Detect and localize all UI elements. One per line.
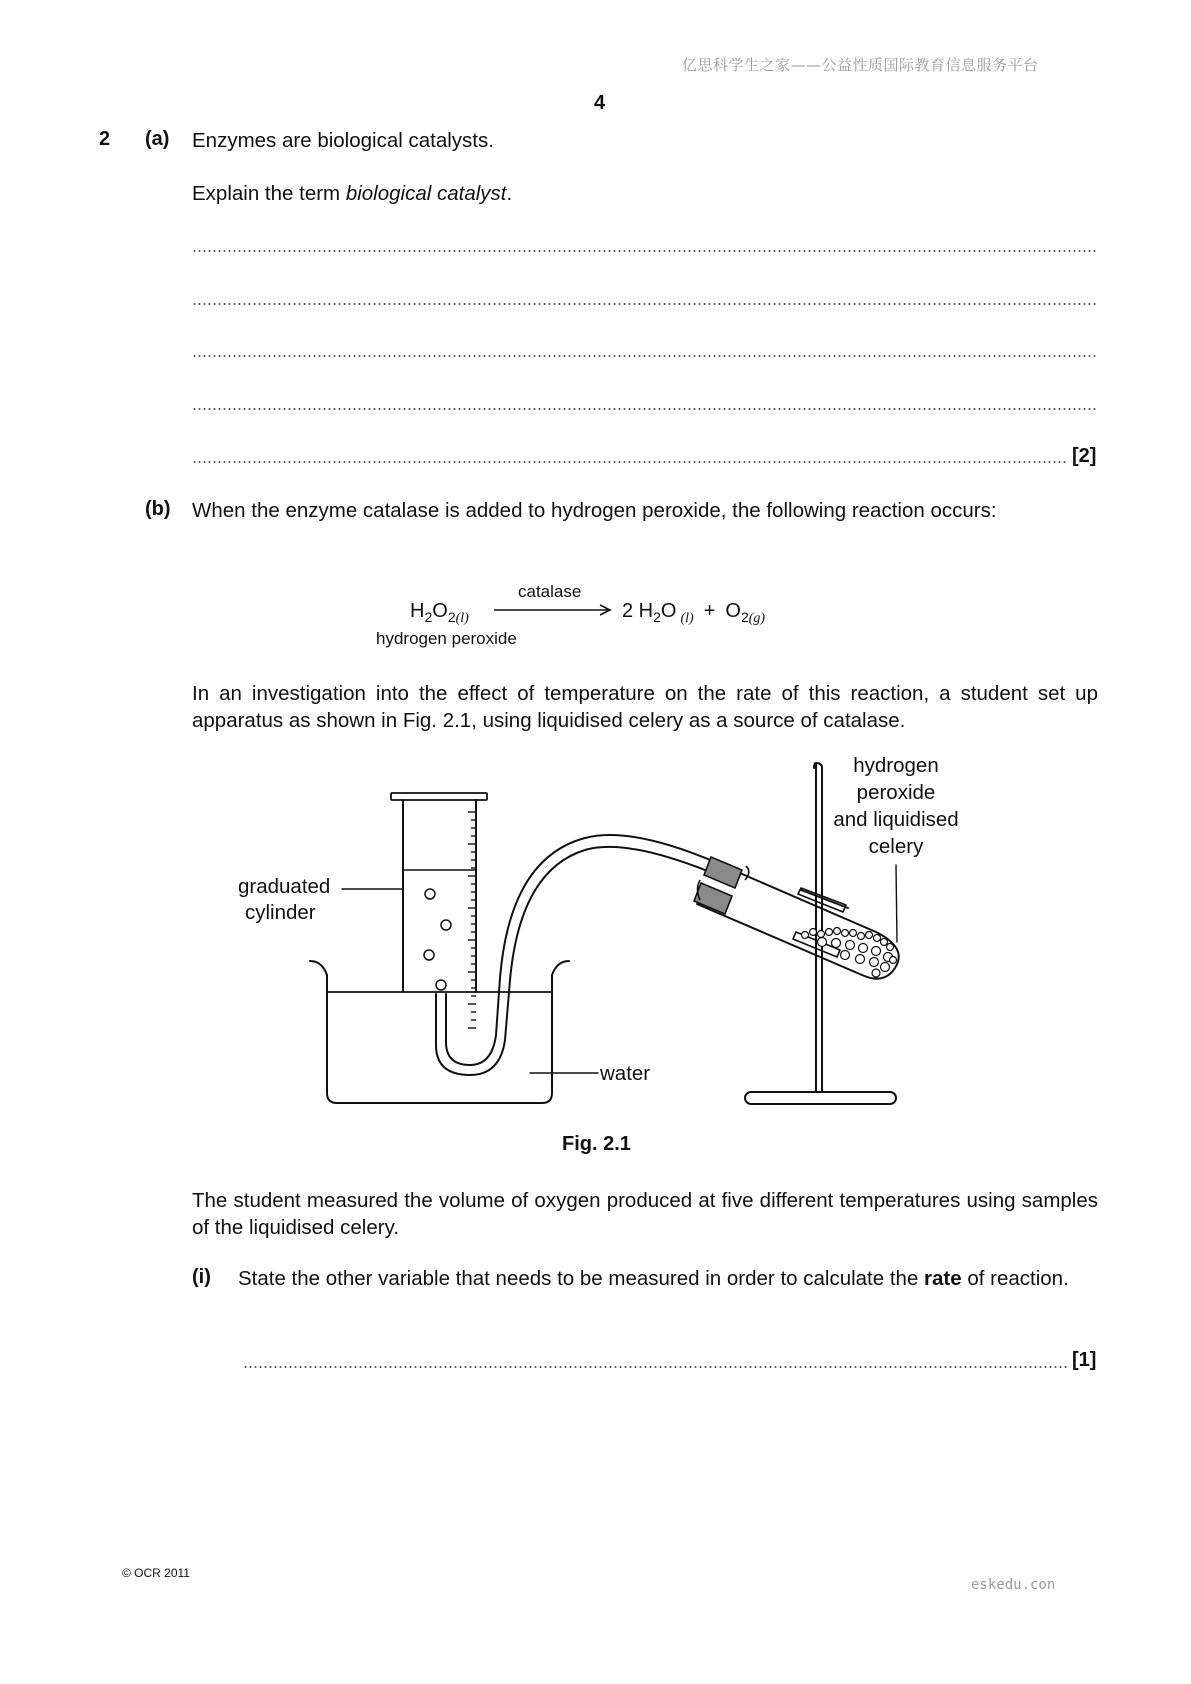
sub-i-label: (i)	[192, 1266, 211, 1288]
question-number: 2	[99, 128, 111, 150]
part-b-intro: When the enzyme catalase is added to hydrogen peroxide, the following reaction occurs:	[192, 499, 997, 522]
clamp-stand-rod	[814, 763, 822, 1092]
prompt-suffix: .	[506, 182, 513, 205]
answer-line[interactable]	[243, 1366, 1068, 1368]
header-watermark: 亿思科学生之家——公益性质国际教育信息服务平台	[682, 56, 1039, 74]
measure-text: The student measured the volume of oxygen produced at five different temperatures using samples of the liquidised celery.	[192, 1189, 1098, 1239]
label-graduated: graduated	[238, 875, 331, 898]
part-b-label: (b)	[145, 498, 171, 520]
copyright: © OCR 2011	[122, 1566, 190, 1580]
part-a-marks: [2]	[1072, 445, 1097, 467]
label-hydrogen: hydrogen	[853, 754, 939, 777]
bubble	[425, 889, 435, 899]
footer-site: eskedu.con	[971, 1577, 1056, 1593]
label-and-liquidised: and liquidised	[833, 808, 959, 831]
delivery-tube-inner	[446, 835, 715, 1065]
delivery-tube-outer	[436, 847, 710, 1075]
leader-tube	[896, 865, 897, 942]
cylinder-graduations	[468, 812, 476, 1028]
bubble	[424, 950, 434, 960]
label-cylinder: cylinder	[245, 901, 316, 924]
reactant-formula: $H_2O_{2(l)}$	[410, 600, 469, 626]
sub-i-bold: rate	[924, 1267, 962, 1290]
part-a-statement: Enzymes are biological catalysts.	[192, 129, 494, 152]
sub-i-text: State the other variable that needs to be measured in order to calculate the rate of reaction.	[238, 1267, 1069, 1290]
bubble	[441, 920, 451, 930]
label-celery: celery	[868, 835, 924, 858]
label-water: water	[600, 1062, 651, 1085]
clamp-stand-base	[745, 1092, 896, 1104]
label-peroxide: peroxide	[856, 781, 936, 804]
prompt-term: biological catalyst	[345, 182, 507, 205]
sub-i-marks: [1]	[1072, 1349, 1097, 1371]
prompt-prefix: Explain the term	[192, 182, 346, 205]
investigation-text: In an investigation into the effect of temperature on the rate of this reaction, a student set up apparatus as shown in Fig. 2.1, using liquidised celery as a source of catalase.	[192, 682, 1098, 732]
reactant-name: hydrogen peroxide	[376, 629, 517, 648]
cylinder-rim	[391, 793, 487, 800]
figure-caption: Fig. 2.1	[562, 1133, 631, 1155]
products-formula: 2 $H_2O$ $_{(l)} + O_{2(g)}$	[622, 600, 766, 626]
graduated-cylinder	[403, 800, 476, 992]
page-number: 4	[594, 92, 606, 114]
catalyst-label: catalase	[518, 582, 582, 601]
bubble	[436, 980, 446, 990]
water-trough	[310, 961, 569, 1103]
part-a-label: (a)	[145, 128, 170, 150]
